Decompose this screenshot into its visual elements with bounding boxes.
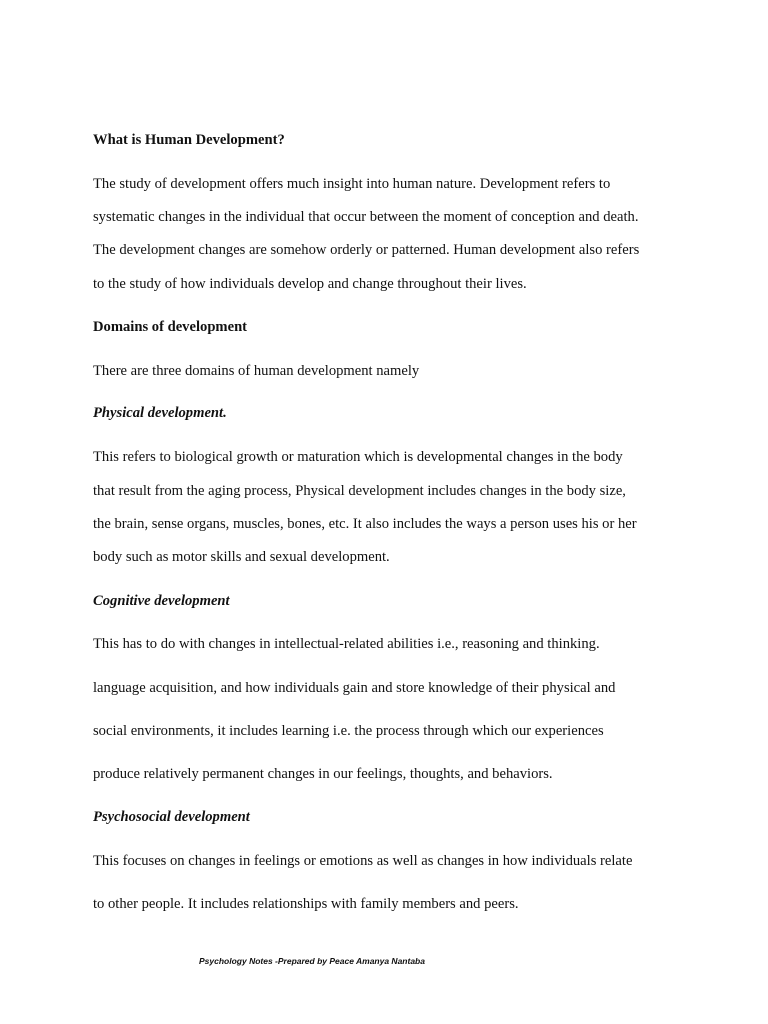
psychosocial-line-1: This focuses on changes in feelings or emotions as well as changes in how individuals relate (93, 853, 633, 869)
intro-line-1: The study of development offers much insight into human nature. Development refers to (93, 176, 611, 192)
cognitive-line-1: This has to do with changes in intellectual-related abilities i.e., reasoning and thinking. (93, 636, 600, 652)
psychosocial-heading: Psychosocial development (93, 809, 250, 825)
intro-line-3: The development changes are somehow orderly or patterned. Human development also refers (93, 242, 640, 258)
cognitive-line-3: social environments, it includes learning i.e. the process through which our experiences (93, 723, 604, 739)
domains-heading: Domains of development (93, 319, 248, 335)
physical-line-4: body such as motor skills and sexual development. (93, 549, 390, 565)
cognitive-line-4: produce relatively permanent changes in our feelings, thoughts, and behaviors. (93, 766, 553, 782)
domains-intro: There are three domains of human development namely (93, 363, 420, 379)
physical-line-1: This refers to biological growth or maturation which is developmental changes in the body (93, 449, 623, 465)
physical-line-2: that result from the aging process, Physical development includes changes in the body size, (93, 483, 626, 499)
physical-line-3: the brain, sense organs, muscles, bones, etc. It also includes the ways a person uses his or her (93, 516, 637, 532)
page-footer: Psychology Notes -Prepared by Peace Amanya Nantaba (199, 956, 425, 966)
page-title: What is Human Development? (93, 132, 285, 148)
psychosocial-line-2: to other people. It includes relationships with family members and peers. (93, 896, 519, 912)
intro-line-4: to the study of how individuals develop and change throughout their lives. (93, 276, 527, 292)
cognitive-heading: Cognitive development (93, 593, 230, 609)
physical-heading: Physical development. (93, 405, 227, 421)
intro-line-2: systematic changes in the individual that occur between the moment of conception and death. (93, 209, 639, 225)
cognitive-line-2: language acquisition, and how individuals gain and store knowledge of their physical and (93, 680, 616, 696)
